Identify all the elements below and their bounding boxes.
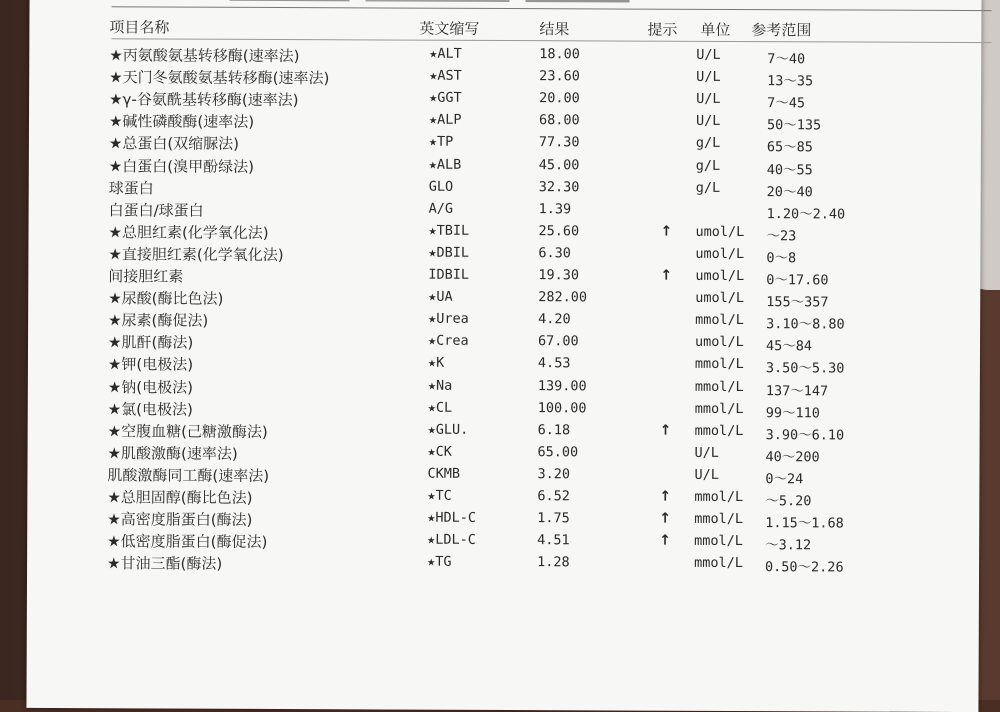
row-unit: U/L: [694, 444, 719, 461]
row-abbr: ★ALB: [428, 156, 462, 173]
row-abbr: ★AST: [429, 67, 462, 84]
row-result: 4.20: [538, 311, 571, 328]
row-range: 40～200: [765, 448, 820, 466]
row-abbr: ★Crea: [428, 332, 469, 350]
row-result: 139.00: [537, 377, 587, 394]
row-unit: U/L: [696, 46, 721, 63]
row-unit: g/L: [695, 179, 721, 196]
row-flag: ↑: [659, 422, 672, 439]
header-abbr: 英文缩写: [419, 19, 480, 38]
row-result: 6.30: [538, 245, 571, 262]
row-result: 25.60: [538, 222, 580, 240]
row-name: ★尿素(酶促法): [108, 311, 209, 330]
row-abbr: ★TP: [428, 134, 454, 151]
row-result: 3.20: [537, 466, 571, 483]
row-name: ★尿酸(酶比色法): [108, 289, 224, 308]
row-abbr: IDBIL: [428, 266, 470, 283]
row-range: ～5.20: [765, 493, 812, 510]
row-flag: ↑: [660, 267, 673, 284]
row-abbr: CKMB: [427, 465, 461, 482]
row-result: 77.30: [538, 134, 580, 151]
row-range: 1.15～1.68: [765, 515, 844, 532]
row-flag: ↑: [659, 510, 672, 527]
row-name: ★钠(电极法): [107, 377, 194, 397]
row-name: ★γ-谷氨酰基转移酶(速率法): [109, 90, 299, 110]
row-range: 20～40: [766, 183, 813, 200]
lab-report-sheet: [26, 0, 981, 712]
row-name: ★高密度脂蛋白(酶法): [107, 510, 253, 529]
row-result: 100.00: [537, 399, 587, 416]
header-name: 项目名称: [109, 18, 170, 37]
row-name: ★白蛋白(溴甲酚绿法): [108, 156, 255, 176]
row-name: ★丙氨酸氨基转移酶(速率法): [109, 46, 300, 66]
row-unit: U/L: [696, 91, 721, 108]
row-abbr: GLO: [428, 178, 454, 195]
row-result: 19.30: [538, 267, 580, 284]
row-result: 1.28: [537, 554, 570, 571]
row-abbr: ★HDL-C: [427, 509, 477, 526]
row-abbr: ★TBIL: [428, 222, 470, 239]
row-range: 7～40: [767, 51, 806, 68]
row-range: 155～357: [766, 294, 829, 311]
cut-off-title: [230, 0, 630, 3]
header-range: 参考范围: [751, 21, 812, 40]
row-result: 6.52: [537, 488, 570, 505]
row-name: ★总胆固醇(酶比色法): [107, 488, 253, 507]
row-abbr: ★LDL-C: [427, 531, 476, 549]
row-result: 23.60: [539, 68, 580, 85]
row-range: 3.90～6.10: [765, 426, 845, 444]
row-abbr: ★CK: [427, 443, 452, 460]
row-name: 间接胆红素: [108, 267, 184, 286]
row-abbr: ★Na: [427, 377, 453, 394]
row-flag: ↑: [659, 532, 671, 549]
row-unit: g/L: [695, 135, 721, 152]
row-abbr: ★Urea: [428, 310, 469, 328]
row-name: ★钾(电极法): [107, 355, 194, 375]
row-result: 4.51: [537, 532, 570, 549]
row-unit: mmol/L: [694, 422, 744, 439]
row-abbr: ★ALT: [429, 45, 462, 62]
row-name: 球蛋白: [108, 178, 154, 198]
row-name: ★肌酸激酶(速率法): [107, 444, 238, 463]
row-name: ★直接胆红素(化学氧化法): [108, 245, 284, 264]
row-result: 45.00: [538, 156, 580, 173]
row-range: 0～24: [765, 471, 804, 488]
row-unit: mmol/L: [694, 555, 743, 572]
row-result: 20.00: [539, 90, 580, 107]
row-name: ★碱性磷酸酶(速率法): [108, 112, 255, 132]
row-result: 1.39: [538, 200, 572, 217]
row-unit: umol/L: [695, 245, 745, 262]
row-abbr: ★GGT: [429, 89, 462, 107]
row-range: 3.10～8.80: [766, 316, 845, 333]
row-name: ★肌酐(酶法): [107, 333, 194, 352]
row-name: ★氯(电极法): [107, 399, 193, 419]
row-range: 137～147: [765, 382, 829, 399]
row-unit: umol/L: [695, 267, 745, 285]
row-result: 67.00: [538, 333, 579, 350]
row-range: 1.20～2.40: [766, 205, 846, 223]
row-unit: mmol/L: [694, 378, 744, 395]
row-unit: umol/L: [695, 223, 745, 240]
row-result: 18.00: [539, 46, 580, 63]
row-range: 0～17.60: [766, 272, 829, 289]
row-name: ★甘油三酯(酶法): [107, 554, 223, 574]
row-range: 65～85: [766, 139, 813, 156]
row-unit: mmol/L: [694, 488, 744, 506]
row-abbr: ★GLU.: [427, 421, 469, 438]
row-abbr: ★ALP: [428, 111, 462, 129]
row-abbr: ★UA: [428, 288, 453, 305]
row-abbr: ★CL: [427, 399, 453, 416]
row-unit: g/L: [695, 157, 721, 174]
row-abbr: ★TC: [427, 487, 452, 504]
row-name: ★低密度脂蛋白(酶促法): [107, 532, 268, 552]
row-unit: umol/L: [695, 334, 744, 351]
row-range: ～23: [766, 227, 797, 245]
row-flag: ↑: [659, 488, 672, 505]
row-abbr: A/G: [428, 200, 454, 217]
row-unit: U/L: [694, 466, 719, 483]
row-range: 7～45: [767, 95, 806, 112]
row-range: 45～84: [765, 338, 813, 355]
row-name: 肌酸激酶同工酶(速率法): [107, 466, 270, 485]
row-range: 0～8: [766, 250, 797, 267]
row-abbr: ★K: [427, 355, 445, 372]
row-range: 99～110: [765, 404, 820, 421]
header-flag: 提示: [647, 20, 678, 39]
row-unit: U/L: [696, 68, 721, 86]
row-result: 1.75: [537, 510, 570, 527]
row-range: 0.50～2.26: [765, 559, 844, 576]
row-unit: umol/L: [695, 289, 745, 307]
row-result: 4.53: [537, 355, 571, 372]
row-unit: mmol/L: [695, 312, 744, 329]
row-name: ★天门冬氨酸氨基转移酶(速率法): [109, 68, 330, 88]
row-range: 40～55: [766, 161, 813, 178]
row-result: 6.18: [537, 421, 571, 438]
row-name: ★空腹血糖(己糖激酶法): [107, 421, 268, 441]
header-result: 结果: [539, 20, 570, 39]
row-name: ★总蛋白(双缩脲法): [108, 134, 240, 154]
row-unit: mmol/L: [694, 400, 744, 417]
row-unit: U/L: [695, 113, 721, 130]
row-range: 13～35: [767, 73, 814, 90]
row-range: ～3.12: [765, 537, 812, 554]
row-abbr: ★TG: [427, 553, 452, 571]
row-range: 3.50～5.30: [765, 360, 845, 377]
top-rule: [112, 6, 992, 11]
row-unit: mmol/L: [694, 510, 744, 528]
row-result: 68.00: [538, 112, 580, 129]
row-unit: mmol/L: [694, 533, 743, 550]
row-range: 50～135: [766, 117, 822, 134]
row-unit: mmol/L: [694, 356, 744, 373]
row-flag: ↑: [660, 223, 673, 240]
header-unit: 单位: [700, 20, 731, 39]
row-name: 白蛋白/球蛋白: [108, 200, 204, 220]
row-name: ★总胆红素(化学氧化法): [108, 223, 269, 242]
row-result: 65.00: [537, 443, 579, 461]
row-result: 32.30: [538, 178, 580, 195]
row-result: 282.00: [538, 289, 588, 306]
row-abbr: ★DBIL: [428, 244, 470, 261]
